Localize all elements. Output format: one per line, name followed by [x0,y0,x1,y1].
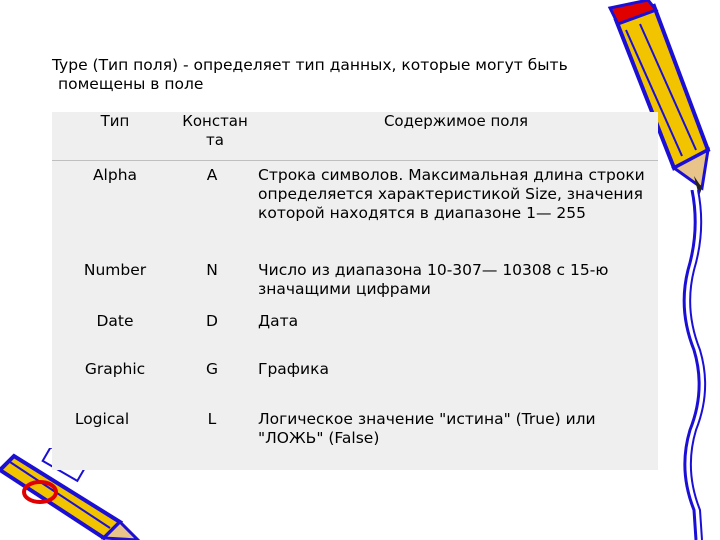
header-separator [52,160,658,161]
row-type: Number [83,261,147,279]
squiggle-line-icon [672,190,712,540]
row-const: L [207,410,217,428]
row-const: N [206,261,218,279]
header-type: Тип [100,112,130,130]
row-const: G [205,360,218,378]
row-type: Logical [74,410,130,428]
intro-text [52,56,612,94]
row-content: Дата [258,312,299,330]
row-type: Graphic [84,360,146,378]
header-constant: Констан та [182,112,248,149]
intro-line-2: помещены в поле [58,75,204,93]
row-content: Строка символов. Максимальная длина строки определяется характеристикой Size, значения которой находятся в диапазоне 1— 255 [258,166,645,222]
header-content: Содержимое поля [383,112,529,130]
row-type: Alpha [92,166,138,184]
row-content: Графика [258,360,329,378]
row-const: D [206,312,218,330]
row-content: Логическое значение "истина" (True) или "ЛОЖЬ" (False) [258,410,596,447]
row-const: A [206,166,218,184]
row-type: Date [96,312,134,330]
intro-line-1: Type (Тип поля) - определяет тип данных, которые могут быть [52,56,568,74]
row-content: Число из диапазона 10-307— 10308 с 15-ю значащими цифрами [258,261,609,298]
